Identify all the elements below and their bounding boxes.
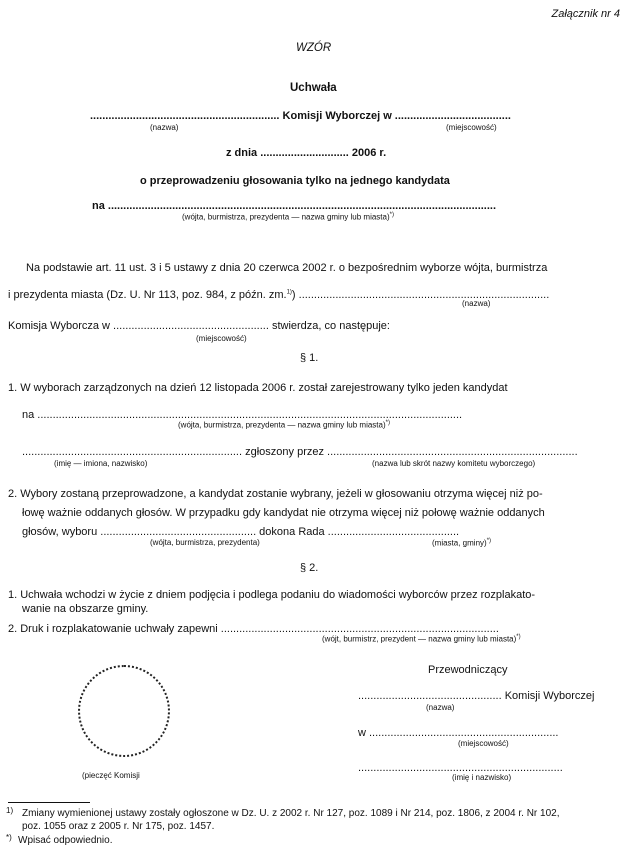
signature-w-caption: (miejscowość) (458, 739, 509, 748)
footnote-1-mark: 1) (6, 806, 14, 815)
document-title: Uchwała (290, 82, 337, 94)
footnote-1-line-2: poz. 1055 oraz z 2005 r. Nr 175, poz. 1457. (22, 821, 215, 832)
preamble-nazwa-caption: (nazwa) (462, 299, 491, 308)
footnote-2-text: Wpisać odpowiednio. (18, 835, 113, 846)
signature-name-caption: (imię i nazwisko) (452, 773, 512, 782)
section-1-na-line: na ........................................................................................................................................... (22, 409, 463, 421)
section-1-heading: § 1. (300, 352, 319, 364)
seal-caption: (pieczęć Komisji (82, 771, 140, 780)
annex-label: Załącznik nr 4 (551, 8, 620, 20)
section-1-p2-line-2: łowę ważnie oddanych głosów. W przypadku gdy kandydat nie otrzyma więcej niż połowę ważnie oddanych (22, 507, 545, 519)
section-1-p2-line-3: głosów, wyboru ................................................... dokona Rada ........................................... (22, 526, 460, 538)
wzor-label: WZÓR (296, 42, 332, 54)
section-1-p2-caption-a: (wójta, burmistrza, prezydenta) (150, 538, 260, 547)
section-2-p1-line-1: 1. Uchwała wchodzi w życie z dniem podjęcia i podlega podaniu do wiadomości wyborców przez rozplakato- (8, 589, 536, 601)
footnote-2-mark: *) (6, 833, 12, 842)
na-caption: (wójta, burmistrza, prezydenta — nazwa gminy lub miasta)*) (182, 212, 394, 222)
date-line: z dnia ............................. 2006 r. (226, 147, 387, 159)
footnote-1-line-1: Zmiany wymienionej ustawy zostały ogłoszone w Dz. U. z 2002 r. Nr 127, poz. 1089 i Nr 214, poz. 1806, z 2004 r. Nr 102, (22, 808, 560, 819)
section-2-p2-line: 2. Druk i rozplakatowanie uchwały zapewni ........................................................................................... (8, 623, 499, 635)
signature-komisja-line: ............................................... Komisji Wyborczej (358, 690, 595, 702)
section-1-p2-caption-b: (miasta, gminy)*) (432, 538, 492, 548)
section-2-p2-caption: (wójt, burmistrz, prezydent — nazwa gminy lub miasta)*) (322, 634, 521, 644)
preamble-line-3: Komisja Wyborcza w ................................................... stwierdza, co następuje: (8, 320, 390, 332)
section-1-zgloszony-line: ........................................................................ zgłoszony przez .................................................................................. (22, 446, 578, 458)
section-1-komitet-caption: (nazwa lub skrót nazwy komitetu wyborczego) (372, 459, 536, 468)
preamble-line-2: i prezydenta miasta (Dz. U. Nr 113, poz. 984, z późn. zm.$^{1)}$) .................................................................................. (8, 289, 550, 301)
footnote-divider (8, 802, 90, 803)
commission-nazwa-caption: (nazwa) (150, 123, 179, 132)
seal-placeholder (78, 665, 170, 757)
section-2-heading: § 2. (300, 562, 319, 574)
section-2-p1-line-2: wanie na obszarze gminy. (22, 603, 149, 615)
preamble-line-1: Na podstawie art. 11 ust. 3 i 5 ustawy z dnia 20 czerwca 2002 r. o bezpośrednim wyborze wójta, burmistrza (26, 262, 548, 274)
section-1-p1-line-1: 1. W wyborach zarządzonych na dzień 12 listopada 2006 r. został zarejestrowany tylko jeden kandydat (8, 382, 508, 394)
commission-line: .............................................................. Komisji Wyborczej w ...................................... (90, 110, 511, 122)
section-1-na-caption: (wójta, burmistrza, prezydenta — nazwa gminy lub miasta)*) (178, 420, 390, 430)
subject-line: o przeprowadzeniu głosowania tylko na jednego kandydata (140, 175, 450, 187)
section-1-imie-caption: (imię — imiona, nazwisko) (54, 459, 148, 468)
chairman-title: Przewodniczący (428, 664, 508, 676)
signature-komisja-caption: (nazwa) (426, 703, 455, 712)
preamble-miejscowosc-caption: (miejscowość) (196, 334, 247, 343)
commission-miejscowosc-caption: (miejscowość) (446, 123, 497, 132)
na-line: na ............................................................................................................................... (92, 200, 497, 212)
signature-w-line: w .............................................................. (358, 727, 559, 739)
section-1-p2-line-1: 2. Wybory zostaną przeprowadzone, a kandydat zostanie wybrany, jeżeli w głosowaniu otrzyma więcej niż po- (8, 488, 543, 500)
signature-name-line: ................................................................... (358, 762, 563, 774)
